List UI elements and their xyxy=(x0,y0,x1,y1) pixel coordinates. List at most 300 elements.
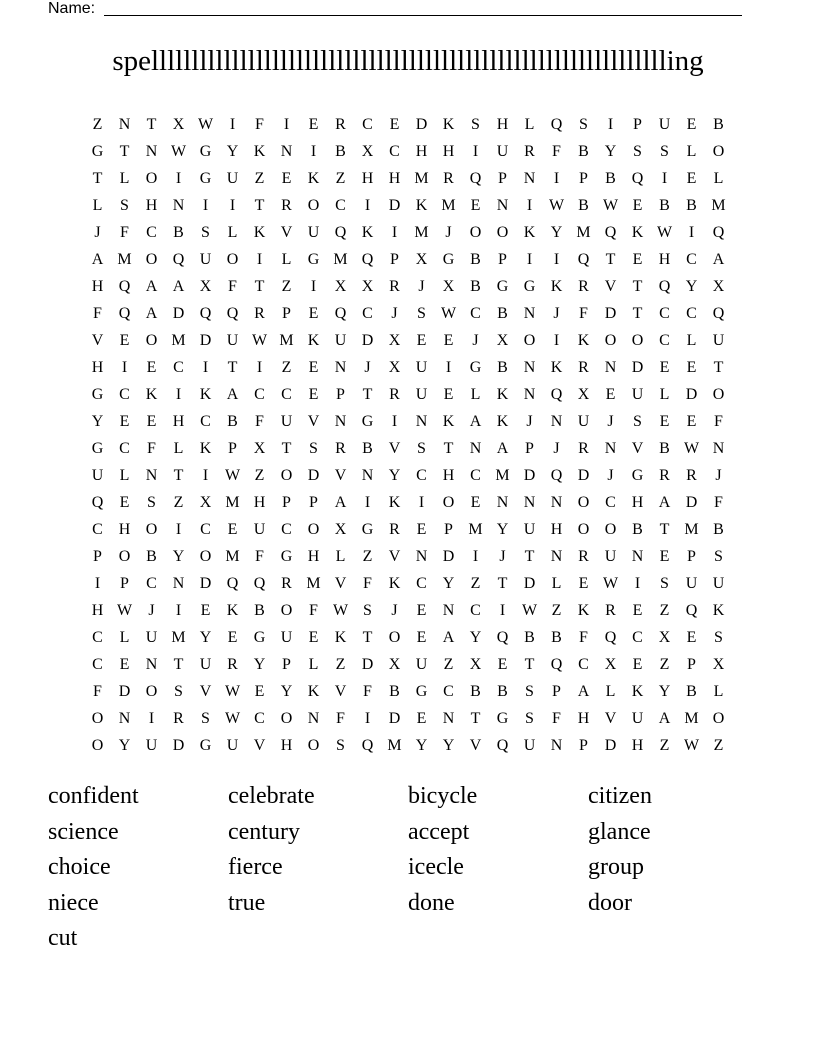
grid-letter: P xyxy=(390,251,399,268)
grid-letter: O xyxy=(280,467,293,484)
grid-letter: M xyxy=(576,224,591,241)
grid-letter: M xyxy=(684,521,699,538)
grid-letter: F xyxy=(228,278,237,295)
grid-letter: C xyxy=(92,656,103,673)
grid-letter: C xyxy=(416,575,427,592)
grid-letter: B xyxy=(497,305,508,322)
grid-letter: X xyxy=(658,629,671,646)
grid-letter: R xyxy=(578,548,589,565)
grid-letter: C xyxy=(659,332,670,349)
grid-letter: Z xyxy=(551,602,562,619)
grid-letter: C xyxy=(119,386,130,403)
grid-row xyxy=(84,196,732,223)
grid-letter: T xyxy=(281,440,292,457)
grid-letter: D xyxy=(172,305,185,322)
grid-letter: I xyxy=(364,197,371,214)
letter-grid xyxy=(84,115,732,763)
grid-letter: I xyxy=(229,197,236,214)
grid-letter: U xyxy=(253,521,266,538)
grid-letter: Y xyxy=(199,629,212,646)
grid-letter: O xyxy=(145,251,158,268)
grid-letter: T xyxy=(173,656,184,673)
grid-letter: I xyxy=(607,116,614,133)
grid-row xyxy=(84,547,732,574)
grid-letter: C xyxy=(146,224,157,241)
grid-letter: N xyxy=(523,494,536,511)
grid-letter: C xyxy=(254,710,265,727)
name-label: Name: xyxy=(48,0,96,17)
grid-letter: J xyxy=(607,413,614,430)
grid-letter: X xyxy=(388,359,401,376)
grid-letter: Z xyxy=(281,278,292,295)
grid-letter: W xyxy=(224,683,241,700)
grid-letter: T xyxy=(605,251,616,268)
grid-letter: B xyxy=(659,197,670,214)
grid-letter: U xyxy=(415,359,428,376)
grid-letter: K xyxy=(631,224,644,241)
grid-letter: P xyxy=(336,386,345,403)
grid-letter: N xyxy=(172,197,185,214)
grid-letter: O xyxy=(118,548,131,565)
grid-letter: V xyxy=(334,683,347,700)
grid-letter: L xyxy=(686,332,697,349)
grid-letter: B xyxy=(173,224,184,241)
grid-row xyxy=(84,520,732,547)
grid-letter: I xyxy=(526,251,533,268)
grid-letter: T xyxy=(254,278,265,295)
grid-letter: I xyxy=(445,359,452,376)
grid-letter: H xyxy=(280,737,293,754)
grid-letter: W xyxy=(683,737,700,754)
grid-letter: N xyxy=(415,548,428,565)
grid-letter: W xyxy=(602,575,619,592)
grid-letter: L xyxy=(713,170,724,187)
grid-letter: M xyxy=(306,575,321,592)
grid-letter: G xyxy=(496,278,509,295)
grid-letter: Q xyxy=(712,305,725,322)
grid-letter: C xyxy=(281,521,292,538)
grid-letter: G xyxy=(307,251,320,268)
grid-letter: S xyxy=(471,116,480,133)
grid-letter: K xyxy=(145,386,158,403)
grid-letter: Q xyxy=(658,278,671,295)
grid-letter: U xyxy=(712,575,725,592)
grid-letter: U xyxy=(577,413,590,430)
grid-letter: G xyxy=(253,629,266,646)
grid-letter: L xyxy=(227,224,238,241)
grid-letter: T xyxy=(470,710,481,727)
puzzle-title: spelllllllllllllllllllllllllllllllllllllllllllllllllllllllllllllllling xyxy=(112,45,704,77)
grid-letter: I xyxy=(175,521,182,538)
grid-letter: I xyxy=(175,386,182,403)
grid-letter: U xyxy=(415,386,428,403)
grid-letter: C xyxy=(578,656,589,673)
grid-letter: M xyxy=(711,197,726,214)
grid-letter: T xyxy=(146,116,157,133)
grid-letter: C xyxy=(605,494,616,511)
grid-letter: F xyxy=(363,575,372,592)
grid-letter: O xyxy=(307,737,320,754)
grid-letter: O xyxy=(145,170,158,187)
grid-letter: Q xyxy=(91,494,104,511)
grid-letter: B xyxy=(362,440,373,457)
grid-letter: Q xyxy=(685,602,698,619)
grid-letter: G xyxy=(469,359,482,376)
grid-letter: M xyxy=(387,737,402,754)
grid-letter: U xyxy=(226,170,239,187)
grid-letter: R xyxy=(389,278,400,295)
grid-letter: A xyxy=(145,278,158,295)
grid-letter: U xyxy=(658,116,671,133)
grid-letter: O xyxy=(631,332,644,349)
grid-letter: A xyxy=(226,386,239,403)
grid-letter: A xyxy=(658,710,671,727)
grid-row xyxy=(84,709,732,736)
grid-letter: K xyxy=(415,197,428,214)
grid-letter: I xyxy=(661,170,668,187)
grid-letter: W xyxy=(197,116,214,133)
grid-letter: C xyxy=(254,386,265,403)
grid-letter: E xyxy=(254,683,265,700)
grid-letter: K xyxy=(442,413,455,430)
grid-letter: U xyxy=(280,413,293,430)
word-bank-item: group xyxy=(588,854,644,881)
grid-letter: K xyxy=(550,278,563,295)
grid-row xyxy=(84,169,732,196)
grid-letter: N xyxy=(550,494,563,511)
grid-letter: M xyxy=(279,332,294,349)
grid-letter: R xyxy=(173,710,184,727)
grid-letter: S xyxy=(714,629,723,646)
grid-letter: J xyxy=(391,305,398,322)
grid-letter: K xyxy=(388,494,401,511)
grid-letter: F xyxy=(714,494,723,511)
grid-letter: E xyxy=(686,629,697,646)
grid-letter: I xyxy=(310,278,317,295)
grid-letter: L xyxy=(92,197,103,214)
grid-letter: A xyxy=(91,251,104,268)
grid-letter: E xyxy=(308,359,319,376)
grid-letter: X xyxy=(199,278,212,295)
grid-row xyxy=(84,466,732,493)
grid-letter: V xyxy=(280,224,293,241)
grid-letter: T xyxy=(443,440,454,457)
grid-letter: I xyxy=(391,413,398,430)
grid-letter: V xyxy=(253,737,266,754)
grid-letter: K xyxy=(307,683,320,700)
grid-letter: E xyxy=(686,170,697,187)
grid-letter: W xyxy=(548,197,565,214)
grid-letter: I xyxy=(472,548,479,565)
grid-letter: C xyxy=(686,251,697,268)
grid-letter: B xyxy=(146,548,157,565)
grid-letter: X xyxy=(172,116,185,133)
grid-letter: I xyxy=(256,251,263,268)
grid-letter: A xyxy=(145,305,158,322)
grid-letter: F xyxy=(255,548,264,565)
grid-letter: G xyxy=(91,440,104,457)
grid-letter: A xyxy=(712,251,725,268)
grid-letter: D xyxy=(604,737,617,754)
grid-letter: I xyxy=(364,710,371,727)
grid-letter: D xyxy=(523,575,536,592)
grid-letter: R xyxy=(389,386,400,403)
grid-letter: B xyxy=(335,143,346,160)
grid-letter: B xyxy=(713,521,724,538)
grid-letter: R xyxy=(281,197,292,214)
grid-letter: N xyxy=(172,575,185,592)
grid-letter: E xyxy=(686,413,697,430)
grid-letter: U xyxy=(145,737,158,754)
grid-letter: N xyxy=(712,440,725,457)
grid-row xyxy=(84,250,732,277)
grid-letter: M xyxy=(225,494,240,511)
grid-letter: H xyxy=(172,413,185,430)
grid-letter: B xyxy=(524,629,535,646)
grid-letter: Y xyxy=(550,224,563,241)
grid-letter: D xyxy=(388,197,401,214)
grid-letter: V xyxy=(199,683,212,700)
grid-letter: S xyxy=(633,413,642,430)
grid-letter: O xyxy=(604,332,617,349)
grid-letter: A xyxy=(469,413,482,430)
grid-letter: B xyxy=(551,629,562,646)
grid-letter: V xyxy=(334,467,347,484)
grid-letter: U xyxy=(226,737,239,754)
grid-letter: E xyxy=(308,116,319,133)
grid-letter: I xyxy=(472,143,479,160)
grid-letter: B xyxy=(605,170,616,187)
grid-letter: J xyxy=(715,467,722,484)
grid-letter: S xyxy=(417,305,426,322)
grid-letter: E xyxy=(443,386,454,403)
grid-letter: C xyxy=(470,467,481,484)
grid-letter: Z xyxy=(254,467,265,484)
grid-letter: G xyxy=(631,467,644,484)
grid-letter: N xyxy=(631,548,644,565)
grid-letter: E xyxy=(632,602,643,619)
grid-letter: G xyxy=(496,710,509,727)
grid-letter: O xyxy=(523,332,536,349)
grid-letter: L xyxy=(551,575,562,592)
grid-letter: H xyxy=(91,359,104,376)
grid-letter: W xyxy=(332,602,349,619)
grid-letter: O xyxy=(280,710,293,727)
grid-letter: E xyxy=(605,386,616,403)
grid-letter: P xyxy=(309,494,318,511)
word-bank-item: celebrate xyxy=(228,783,315,809)
grid-letter: M xyxy=(171,332,186,349)
grid-letter: I xyxy=(175,602,182,619)
word-bank-item: cut xyxy=(48,925,78,952)
grid-letter: P xyxy=(552,683,561,700)
grid-letter: C xyxy=(200,521,211,538)
grid-letter: K xyxy=(496,386,509,403)
grid-letter: S xyxy=(633,143,642,160)
grid-letter: I xyxy=(202,359,209,376)
grid-letter: N xyxy=(361,467,374,484)
grid-letter: P xyxy=(282,494,291,511)
grid-row xyxy=(84,493,732,520)
grid-letter: Z xyxy=(92,116,103,133)
grid-letter: M xyxy=(441,197,456,214)
grid-letter: Z xyxy=(254,170,265,187)
grid-letter: O xyxy=(91,737,104,754)
grid-letter: N xyxy=(496,197,509,214)
grid-row xyxy=(84,439,732,466)
grid-letter: C xyxy=(686,305,697,322)
grid-letter: Q xyxy=(604,629,617,646)
grid-letter: L xyxy=(605,683,616,700)
grid-letter: K xyxy=(334,629,347,646)
grid-letter: M xyxy=(171,629,186,646)
grid-letter: E xyxy=(416,521,427,538)
grid-letter: B xyxy=(497,359,508,376)
grid-letter: T xyxy=(362,629,373,646)
grid-row xyxy=(84,277,732,304)
grid-letter: D xyxy=(388,710,401,727)
grid-letter: R xyxy=(443,170,454,187)
grid-letter: E xyxy=(686,359,697,376)
grid-letter: G xyxy=(199,737,212,754)
grid-letter: K xyxy=(496,413,509,430)
grid-letter: U xyxy=(226,332,239,349)
grid-letter: W xyxy=(521,602,538,619)
grid-letter: F xyxy=(93,305,102,322)
grid-letter: F xyxy=(255,116,264,133)
grid-letter: B xyxy=(578,197,589,214)
grid-letter: Q xyxy=(361,737,374,754)
grid-row xyxy=(84,655,732,682)
grid-letter: A xyxy=(334,494,347,511)
grid-letter: A xyxy=(172,278,185,295)
grid-letter: D xyxy=(361,656,374,673)
grid-letter: I xyxy=(364,494,371,511)
grid-row xyxy=(84,223,732,250)
grid-letter: X xyxy=(604,656,617,673)
grid-letter: X xyxy=(334,521,347,538)
grid-letter: F xyxy=(714,413,723,430)
grid-letter: T xyxy=(362,386,373,403)
grid-letter: T xyxy=(632,278,643,295)
grid-letter: Z xyxy=(335,170,346,187)
grid-letter: X xyxy=(712,278,725,295)
grid-letter: O xyxy=(307,521,320,538)
grid-letter: E xyxy=(416,710,427,727)
grid-letter: N xyxy=(496,494,509,511)
grid-letter: T xyxy=(497,575,508,592)
grid-letter: I xyxy=(175,170,182,187)
grid-letter: O xyxy=(469,224,482,241)
grid-letter: K xyxy=(307,332,320,349)
grid-letter: V xyxy=(91,332,104,349)
grid-row xyxy=(84,142,732,169)
grid-letter: K xyxy=(712,602,725,619)
grid-letter: W xyxy=(224,467,241,484)
grid-letter: E xyxy=(416,602,427,619)
grid-letter: K xyxy=(388,575,401,592)
grid-letter: C xyxy=(362,116,373,133)
grid-letter: Q xyxy=(577,251,590,268)
grid-letter: R xyxy=(389,521,400,538)
grid-letter: J xyxy=(418,278,425,295)
grid-row xyxy=(84,304,732,331)
grid-letter: U xyxy=(280,629,293,646)
grid-letter: R xyxy=(578,440,589,457)
grid-letter: F xyxy=(552,710,561,727)
grid-letter: X xyxy=(334,278,347,295)
grid-letter: G xyxy=(442,251,455,268)
grid-letter: H xyxy=(577,710,590,727)
grid-letter: D xyxy=(199,332,212,349)
grid-letter: H xyxy=(550,521,563,538)
grid-letter: O xyxy=(307,197,320,214)
grid-letter: D xyxy=(631,359,644,376)
grid-letter: J xyxy=(607,467,614,484)
grid-letter: R xyxy=(578,359,589,376)
grid-letter: Y xyxy=(388,467,401,484)
grid-letter: K xyxy=(577,602,590,619)
grid-letter: C xyxy=(632,629,643,646)
grid-letter: O xyxy=(496,224,509,241)
grid-letter: B xyxy=(470,683,481,700)
grid-letter: J xyxy=(148,602,155,619)
grid-letter: N xyxy=(145,467,158,484)
grid-letter: C xyxy=(173,359,184,376)
grid-letter: C xyxy=(389,143,400,160)
grid-letter: E xyxy=(632,656,643,673)
grid-letter: J xyxy=(472,332,479,349)
grid-letter: U xyxy=(415,656,428,673)
grid-letter: H xyxy=(91,602,104,619)
grid-letter: K xyxy=(307,170,320,187)
grid-letter: R xyxy=(659,467,670,484)
grid-letter: R xyxy=(605,602,616,619)
grid-row xyxy=(84,412,732,439)
grid-letter: C xyxy=(416,467,427,484)
grid-letter: Y xyxy=(118,737,131,754)
grid-letter: X xyxy=(469,656,482,673)
grid-letter: W xyxy=(170,143,187,160)
grid-letter: F xyxy=(579,629,588,646)
grid-letter: B xyxy=(713,116,724,133)
grid-letter: Y xyxy=(253,656,266,673)
grid-letter: F xyxy=(579,305,588,322)
grid-letter: U xyxy=(685,575,698,592)
grid-letter: P xyxy=(282,305,291,322)
grid-letter: D xyxy=(307,467,320,484)
grid-letter: P xyxy=(228,440,237,457)
grid-letter: V xyxy=(631,440,644,457)
grid-letter: E xyxy=(281,170,292,187)
grid-letter: B xyxy=(632,521,643,538)
grid-letter: H xyxy=(415,143,428,160)
grid-letter: N xyxy=(145,143,158,160)
grid-letter: E xyxy=(416,629,427,646)
grid-letter: B xyxy=(470,278,481,295)
grid-letter: E xyxy=(470,197,481,214)
grid-letter: Y xyxy=(496,521,509,538)
grid-letter: K xyxy=(442,116,455,133)
grid-letter: J xyxy=(526,413,533,430)
grid-letter: F xyxy=(255,413,264,430)
grid-letter: X xyxy=(388,332,401,349)
grid-letter: L xyxy=(713,683,724,700)
grid-letter: X xyxy=(361,143,374,160)
grid-letter: W xyxy=(224,710,241,727)
grid-letter: U xyxy=(631,710,644,727)
grid-letter: F xyxy=(147,440,156,457)
